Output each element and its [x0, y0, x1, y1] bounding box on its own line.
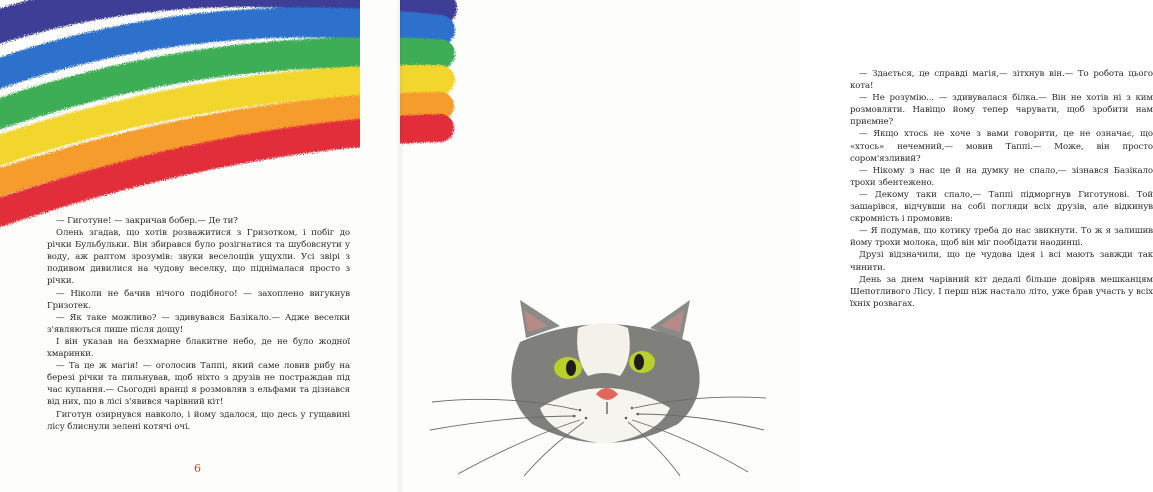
- cat-face-illustration: [428, 298, 768, 478]
- paragraph: День за днем чарівний кіт дедалі більше довіряв мешканцям Шепотливого Лісу. І перш ніж настало літо, уже брав участь у всіх їхніх розвагах.: [850, 274, 1153, 309]
- paragraph: Гиготун озирнувся навколо, і йому здалося, що десь у гущавині лісу блиснули зелені котячі очі.: [47, 409, 350, 432]
- paragraph: — Не розумію... — здивувалася білка.— Він не хотів ні з ким розмовляти. Навіщо йому тепер чарувати, щоб зробити нам приємне?: [850, 93, 1153, 128]
- right-page-text: [850, 68, 1153, 310]
- paragraph: — Та це ж магія! — оголосив Таппі, який саме ловив рибу на березі річки та пильнував, щоб ніхто з друзів не постраждав під час купання.— Сьогодні вранці я розмовляв з ельфами та дізнався від них, що в лісі з'явився чарівний кіт!: [47, 361, 350, 408]
- paragraph: І він указав на безхмарне блакитне небо, де не було жодної хмаринки.: [47, 336, 350, 360]
- paragraph: — Гиготуне! — закричав бобер.— Де ти?: [56, 216, 238, 226]
- paragraph: — Здається, це справді магія,— зітхнув він.— То робота цього кота!: [850, 69, 1153, 92]
- paragraph: — Я подумав, що котику треба до нас звикнути. То ж я залишив йому трохи молока, щоб він міг пообідати наодинці.: [850, 226, 1153, 249]
- paragraph: — Нікому з нас це й на думку не спало,— зізнався Базікало трохи збентежено.: [850, 165, 1153, 188]
- left-page-text: [47, 215, 350, 433]
- page-number: 6: [194, 462, 201, 475]
- left-page: [0, 0, 400, 492]
- paragraph: — Як таке можливо? — здивувався Базікало.— Адже веселки з'являються лише після дощу!: [47, 312, 350, 335]
- paragraph: Друзі відзначили, що це чудова ідея і всі мають завжди так чинити.: [850, 250, 1153, 273]
- paragraph: — Декому таки спало,— Таппі підморгнув Гиготунові. Той зашарівся, відчувши на собі погляди всіх друзів, але відкинув скромність і промовив:: [850, 189, 1153, 225]
- paragraph: — Ніколи не бачив нічого подібного! — захоплено вигукнув Гризотек.: [47, 288, 350, 311]
- paragraph: — Якщо хтось не хоче з вами говорити, це не означає, що «хтось» нечемний,— мовив Таппі.— Може, він просто сором'язливий?: [850, 129, 1153, 164]
- paragraph: Олень згадав, що хотів розважитися з Гризотком, і побіг до річки Бульбульки. Він збирався було розігнатися та шубовснути у воду, аж раптом зрозумів: звуки веселощів ущухли. Усі звірі з подивом дивилися на чудову веселку, що піднімалася просто з річки.: [47, 228, 350, 287]
